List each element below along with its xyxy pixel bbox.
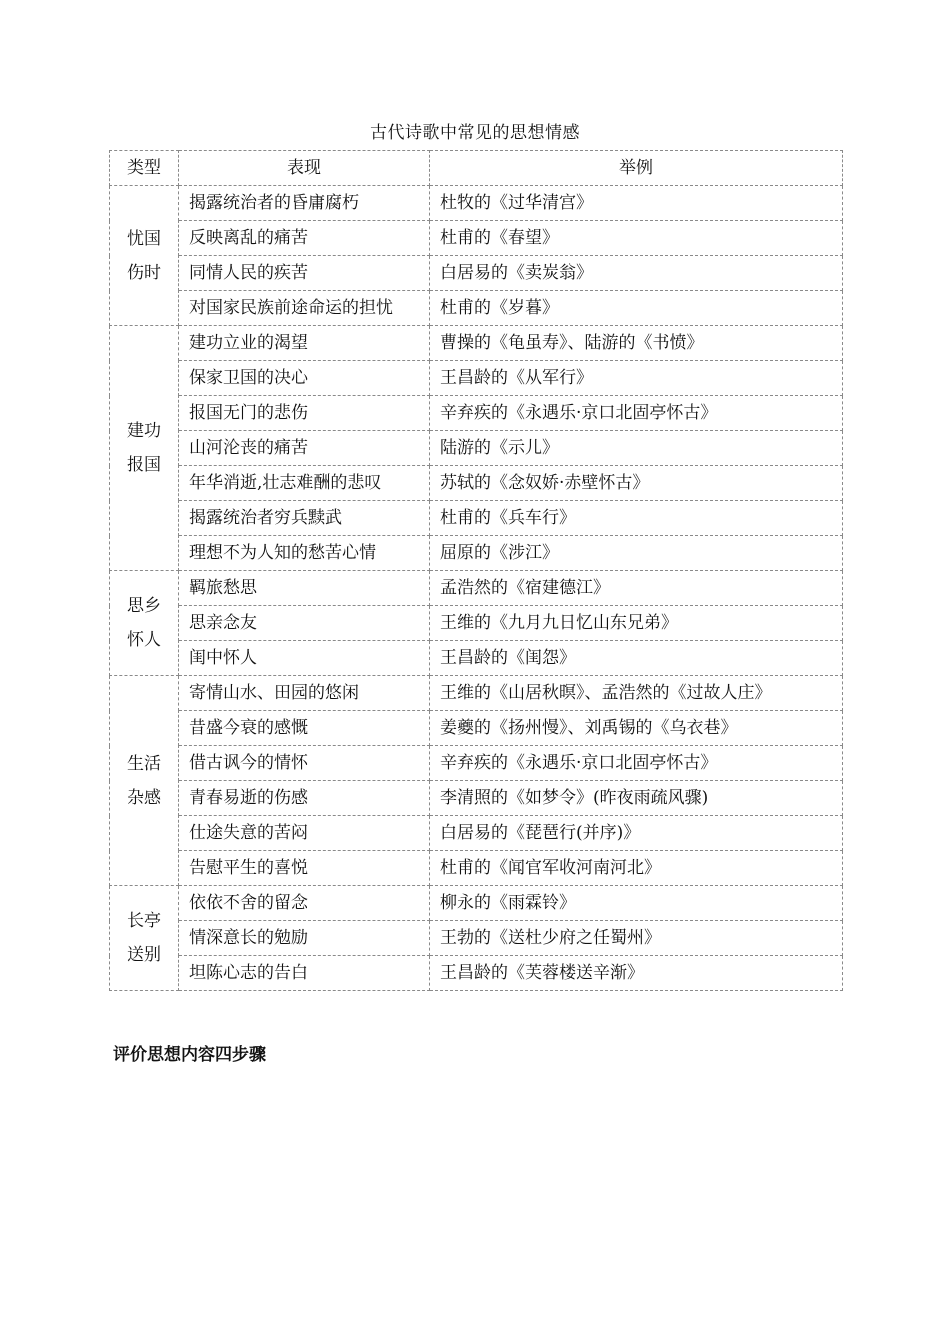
category-cell bbox=[110, 326, 179, 571]
table-row bbox=[110, 956, 843, 991]
example-cell: 辛弃疾的《永遇乐·京口北固亭怀古》 bbox=[430, 396, 843, 431]
expression-cell: 保家卫国的决心 bbox=[179, 361, 430, 396]
expression-cell: 借古讽今的情怀 bbox=[179, 746, 430, 781]
example-cell: 苏轼的《念奴娇·赤壁怀古》 bbox=[430, 466, 843, 501]
expression-cell: 理想不为人知的愁苦心情 bbox=[179, 536, 430, 571]
table-row bbox=[110, 606, 843, 641]
category-label-line2: 送别 bbox=[127, 945, 161, 965]
expression-cell: 揭露统治者的昏庸腐朽 bbox=[179, 186, 430, 221]
category-cell bbox=[110, 886, 179, 991]
category-label-line1: 生活 bbox=[127, 753, 161, 774]
example-cell: 姜夔的《扬州慢》、刘禹锡的《乌衣巷》 bbox=[430, 711, 843, 746]
expression-cell: 同情人民的疾苦 bbox=[179, 256, 430, 291]
example-cell: 杜甫的《岁暮》 bbox=[430, 291, 843, 326]
example-cell: 王维的《九月九日忆山东兄弟》 bbox=[430, 606, 843, 641]
table-body bbox=[110, 186, 843, 991]
table-row bbox=[110, 431, 843, 466]
table-row bbox=[110, 221, 843, 256]
expression-cell: 反映离乱的痛苦 bbox=[179, 221, 430, 256]
category-label-line1: 忧国 bbox=[127, 228, 161, 249]
table-row bbox=[110, 536, 843, 571]
expression-cell: 揭露统治者穷兵黩武 bbox=[179, 501, 430, 536]
example-cell: 陆游的《示儿》 bbox=[430, 431, 843, 466]
expression-cell: 昔盛今衰的感慨 bbox=[179, 711, 430, 746]
table-row bbox=[110, 361, 843, 396]
table-row bbox=[110, 711, 843, 746]
category-label-line1: 思乡 bbox=[127, 596, 161, 616]
example-cell: 王昌龄的《从军行》 bbox=[430, 361, 843, 396]
table-row bbox=[110, 256, 843, 291]
table-row bbox=[110, 466, 843, 501]
expression-cell: 坦陈心志的告白 bbox=[179, 956, 430, 991]
table-row bbox=[110, 816, 843, 851]
example-cell: 杜甫的《春望》 bbox=[430, 221, 843, 256]
table-row bbox=[110, 641, 843, 676]
category-label-line2: 报国 bbox=[127, 455, 161, 475]
category-cell bbox=[110, 676, 179, 886]
table-row bbox=[110, 886, 843, 921]
example-cell: 柳永的《雨霖铃》 bbox=[430, 886, 843, 921]
table-row bbox=[110, 291, 843, 326]
section-heading: 评价思想内容四步骤 bbox=[113, 1045, 266, 1065]
example-cell: 辛弃疾的《永遇乐·京口北固亭怀古》 bbox=[430, 746, 843, 781]
expression-cell: 闺中怀人 bbox=[179, 641, 430, 676]
expression-cell: 建功立业的渴望 bbox=[179, 326, 430, 361]
category-label-line1: 建功 bbox=[127, 421, 161, 441]
category-label-line1: 长亭 bbox=[127, 911, 161, 931]
table-header-row bbox=[110, 151, 843, 186]
expression-cell: 青春易逝的伤感 bbox=[179, 781, 430, 816]
table-row bbox=[110, 781, 843, 816]
table-row bbox=[110, 186, 843, 221]
header-type: 类型 bbox=[110, 151, 179, 186]
expression-cell: 情深意长的勉励 bbox=[179, 921, 430, 956]
example-cell: 王昌龄的《芙蓉楼送辛渐》 bbox=[430, 956, 843, 991]
expression-cell: 告慰平生的喜悦 bbox=[179, 851, 430, 886]
example-cell: 孟浩然的《宿建德江》 bbox=[430, 571, 843, 606]
expression-cell: 寄情山水、田园的悠闲 bbox=[179, 676, 430, 711]
example-cell: 屈原的《涉江》 bbox=[430, 536, 843, 571]
example-cell: 王维的《山居秋暝》、孟浩然的《过故人庄》 bbox=[430, 676, 843, 711]
table-row bbox=[110, 851, 843, 886]
category-cell bbox=[110, 571, 179, 676]
header-example: 举例 bbox=[430, 151, 843, 186]
example-cell: 白居易的《卖炭翁》 bbox=[430, 256, 843, 291]
example-cell: 杜牧的《过华清宫》 bbox=[430, 186, 843, 221]
table-row bbox=[110, 921, 843, 956]
category-label-line2: 杂感 bbox=[127, 787, 161, 808]
expression-cell: 羁旅愁思 bbox=[179, 571, 430, 606]
table-row bbox=[110, 326, 843, 361]
poetry-emotion-table bbox=[109, 150, 843, 991]
table-row bbox=[110, 676, 843, 711]
table-row bbox=[110, 746, 843, 781]
category-label-line2: 怀人 bbox=[127, 630, 161, 650]
expression-cell: 报国无门的悲伤 bbox=[179, 396, 430, 431]
table-row bbox=[110, 571, 843, 606]
category-label-line2: 伤时 bbox=[127, 262, 161, 283]
example-cell: 王昌龄的《闺怨》 bbox=[430, 641, 843, 676]
expression-cell: 依依不舍的留念 bbox=[179, 886, 430, 921]
table-caption: 古代诗歌中常见的思想情感 bbox=[370, 123, 580, 143]
table-row bbox=[110, 396, 843, 431]
example-cell: 杜甫的《闻官军收河南河北》 bbox=[430, 851, 843, 886]
expression-cell: 对国家民族前途命运的担忧 bbox=[179, 291, 430, 326]
example-cell: 白居易的《琵琶行(并序)》 bbox=[430, 816, 843, 851]
example-cell: 王勃的《送杜少府之任蜀州》 bbox=[430, 921, 843, 956]
expression-cell: 山河沦丧的痛苦 bbox=[179, 431, 430, 466]
expression-cell: 思亲念友 bbox=[179, 606, 430, 641]
header-expression: 表现 bbox=[179, 151, 430, 186]
table-row bbox=[110, 501, 843, 536]
expression-cell: 年华消逝,壮志难酬的悲叹 bbox=[179, 466, 430, 501]
example-cell: 李清照的《如梦令》(昨夜雨疏风骤) bbox=[430, 781, 843, 816]
category-cell bbox=[110, 186, 179, 326]
example-cell: 曹操的《龟虽寿》、陆游的《书愤》 bbox=[430, 326, 843, 361]
example-cell: 杜甫的《兵车行》 bbox=[430, 501, 843, 536]
expression-cell: 仕途失意的苦闷 bbox=[179, 816, 430, 851]
